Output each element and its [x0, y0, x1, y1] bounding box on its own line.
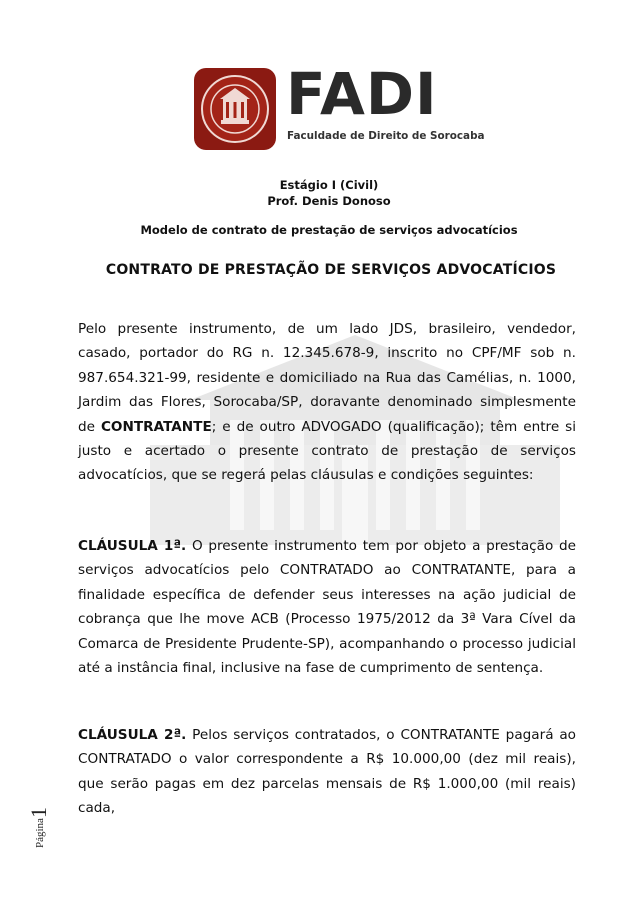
- course-heading: Estágio I (Civil): [279, 178, 379, 192]
- clause-1-text: O presente instrumento tem por objeto a prestação de serviços advocatícios pelo CONTRATADO ao CONTRATANTE, para a finalidade específica de defender seus interesses na ação judicial de cobrança que lhe move ACB (Processo 1975/2012 da 3ª Vara Cível da Comarca de Presidente Prudente-SP), acompanhando o processo judicial até a instância final, inclusive na fase de cumprimento de sentença.: [78, 538, 576, 677]
- clause-2-text: Pelos serviços contratados, o CONTRATANTE pagará ao CONTRATADO o valor correspondente a R$ 10.000,00 (dez mil reais), que serão pagas em dez parcelas mensais de R$ 1.000,00 (mil reais) cada,: [78, 727, 576, 817]
- clause-1-label: CLÁUSULA 1ª.: [78, 538, 187, 554]
- fadi-logo: [194, 60, 485, 154]
- subject-heading: Modelo de contrato de prestação de serviços advocatícios: [140, 223, 518, 237]
- preamble-paragraph: [78, 317, 576, 488]
- brand-subtitle: Faculdade de Direito de Sorocaba: [287, 130, 485, 142]
- brand-name: FADI: [286, 60, 438, 128]
- preamble-text-b: ; e de outro ADVOGADO (qualificação); têm entre si justo e acertado o presente contrato de prestação de serviços advocatícios, que se regerá pelas cláusulas e condições seguintes:: [78, 418, 576, 484]
- preamble-text-a: Pelo presente instrumento, de um lado JDS, brasileiro, vendedor, casado, portador do RG n. 12.345.678-9, inscrito no CPF/MF sob n. 987.654.321-99, residente e domiciliado na Rua das Camélias, n. 1000, Jardim das Flores, Sorocaba/SP, doravante denominado simplesmente de: [78, 321, 576, 435]
- document-title: CONTRATO DE PRESTAÇÃO DE SERVIÇOS ADVOCATÍCIOS: [105, 262, 557, 278]
- faculty-seal-icon: [194, 68, 276, 150]
- contratante-term: CONTRATANTE: [100, 418, 212, 435]
- clause-2-label: CLÁUSULA 2ª.: [78, 727, 187, 743]
- page-number-label: [26, 758, 56, 848]
- professor-heading: Prof. Denis Donoso: [267, 194, 391, 208]
- page-number: 1: [26, 807, 51, 819]
- page-label: Página: [34, 818, 46, 848]
- clause-2-paragraph: [78, 723, 576, 821]
- clause-1-paragraph: [78, 534, 576, 680]
